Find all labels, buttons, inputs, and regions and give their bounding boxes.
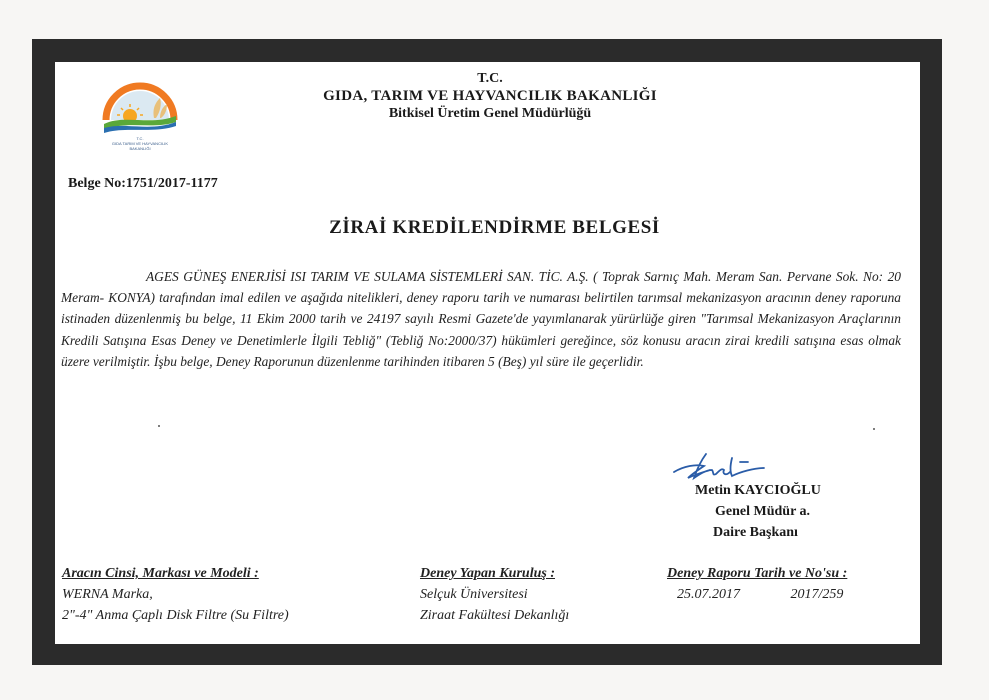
- scan-speck: [873, 428, 875, 430]
- document-header: [260, 70, 720, 123]
- logo-caption-ministry: GIDA TARIM VE HAYVANCILIK: [111, 141, 169, 146]
- report-details: [667, 563, 907, 605]
- document-number: Belge No:1751/2017-1177: [68, 176, 218, 191]
- report-date: 25.07.2017: [677, 587, 740, 602]
- institution-university: Selçuk Üniversitesi: [420, 587, 528, 602]
- vehicle-brand: WERNA Marka,: [62, 587, 153, 602]
- scan-speck: [158, 425, 160, 427]
- ministry-logo: [100, 80, 180, 150]
- document-title: ZİRAİ KREDİLENDİRME BELGESİ: [329, 217, 660, 238]
- logo-caption: [100, 136, 180, 151]
- signer-position: Genel Müdür a.: [715, 504, 811, 519]
- report-values: [667, 584, 907, 605]
- signer-name: Metin KAYCIOĞLU: [695, 483, 821, 498]
- vehicle-label: Aracın Cinsi, Markası ve Modeli :: [62, 566, 259, 581]
- signer-title: Daire Başkanı: [713, 525, 798, 540]
- header-ministry: GIDA, TARIM VE HAYVANCILIK BAKANLIĞI: [323, 88, 657, 104]
- report-number: 2017/259: [790, 587, 844, 602]
- institution-details: [420, 563, 640, 626]
- logo-caption-bakanligi: BAKANLIĞI: [129, 146, 151, 151]
- vehicle-details: [62, 563, 362, 626]
- vehicle-model: 2"-4" Anma Çaplı Disk Filtre (Su Filtre): [62, 608, 289, 623]
- header-tc: T.C.: [477, 71, 503, 86]
- institution-faculty: Ziraat Fakültesi Dekanlığı: [420, 608, 570, 623]
- report-label: Deney Raporu Tarih ve No'su :: [667, 566, 848, 581]
- document-body: AGES GÜNEŞ ENERJİSİ ISI TARIM VE SULAMA SİSTEMLERİ SAN. TİC. A.Ş. ( Toprak Sarnıç Mah. Meram San. Pervane Sok. No: 20 Meram- KONYA) tarafından imal edilen ve aşağıda nitelikleri, deney raporu tarih ve numarası belirtilen tarımsal mekanizasyon aracının deney raporuna istinaden düzenlenmiş bu belge, 11 Ekim 2000 tarih ve 24197 sayılı Resmi Gazete'de yayımlanarak yürürlüğe giren "Tarımsal Mekanizasyon Araçlarının Kredili Satışına Esas Deney ve Denetimlerle İlgili Tebliğ" (Tebliğ No:2000/37) hükümleri gereğince, söz konusu aracın zirai kredili satışına esas olmak üzere verilmiştir. İşbu belge, Deney Raporunun düzenlenme tarihinden itibaren 5 (Beş) yıl süre ile geçerlidir.: [61, 269, 901, 369]
- signer-block: [670, 480, 860, 543]
- header-department: Bitkisel Üretim Genel Müdürlüğü: [388, 106, 592, 121]
- logo-caption-tc: T.C.: [136, 136, 144, 141]
- institution-label: Deney Yapan Kuruluş :: [420, 566, 555, 581]
- sun-field-emblem-icon: [100, 80, 180, 136]
